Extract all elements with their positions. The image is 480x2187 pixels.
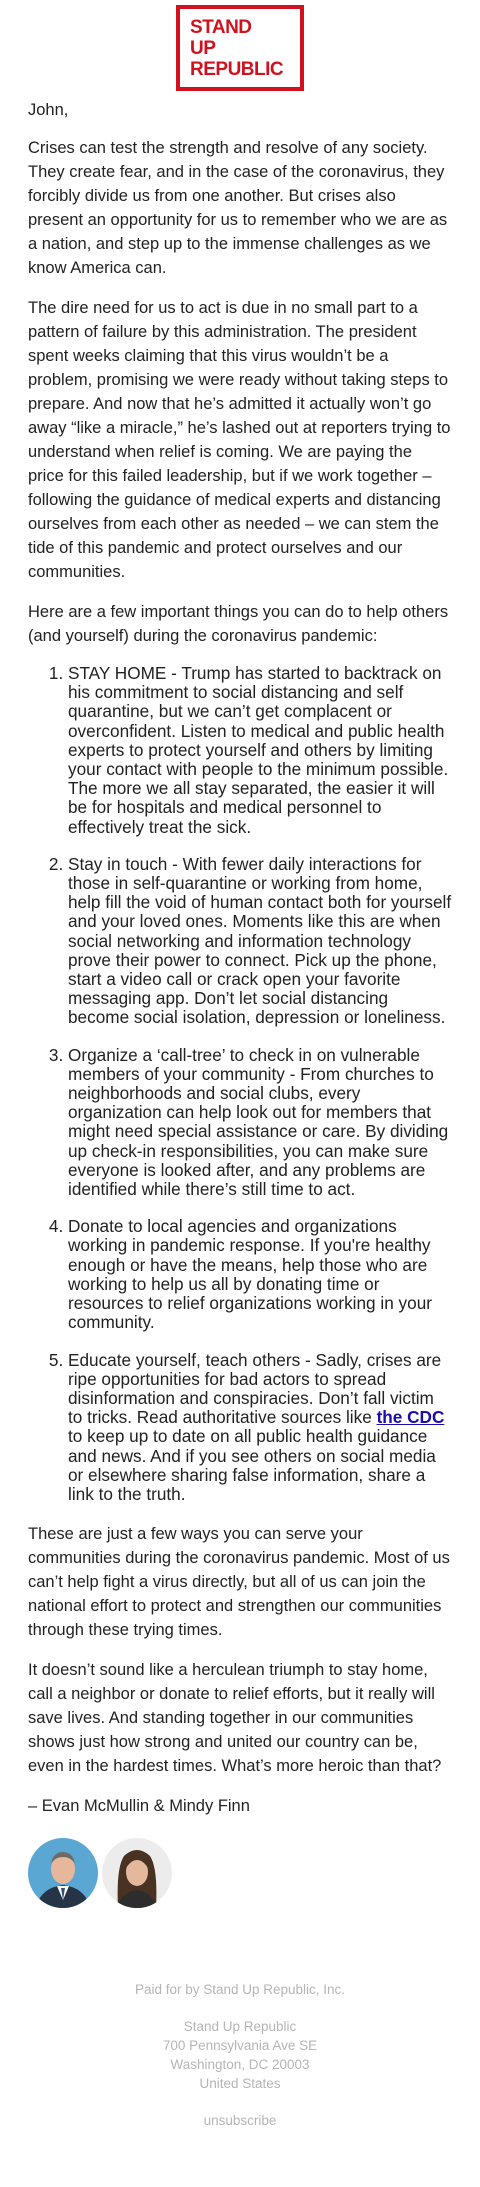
paragraph-heroic: It doesn’t sound like a herculean triumph to stay home, call a neighbor or donate to relief efforts, but it really will save lives. And standing together in our communities shows just how strong and united our country can be, even in the hardest times. What’s more heroic than that? (28, 1661, 442, 1776)
mailing-address (0, 2017, 480, 2093)
footer (0, 1980, 480, 2130)
paragraph-list-intro: Here are a few important things you can do to help others (and yourself) during the coronavirus pandemic: (28, 603, 449, 645)
author-photos (28, 1838, 452, 1908)
logo-line-3: REPUBLIC (190, 59, 284, 80)
logo-line-1: STAND (190, 17, 252, 38)
paid-for-notice: Paid for by Stand Up Republic, Inc. (134, 1982, 346, 1997)
action-list (28, 664, 452, 1504)
list-item: 1. STAY HOME - Trump has started to backtrack on his commitment to social distancing and self quarantine, but we can’t get complacent or overconfident. Listen to medical and public health experts to protect yourself and others by limiting your contact with people to the minimum possible. The more we all stay separated, the easier it will be for hospitals and medical personnel to effectively treat the sick. (68, 664, 452, 837)
paragraph-administration: The dire need for us to act is due in no small part to a pattern of failure by this administration. The president spent weeks claiming that this virus wouldn’t be a problem, promising we were ready without taking steps to prepare. And now that he’s admitted it actually won’t go away “like a miracle,” he’s lashed out at reporters trying to understand when relief is coming. We are paying the price for this failed leadership, but if we work together – following the guidance of medical experts and distancing ourselves from each other as needed – we can stem the tide of this pandemic and protect ourselves and our communities. (28, 299, 451, 581)
email-body (28, 98, 452, 1908)
stand-up-republic-logo[interactable] (176, 5, 304, 91)
address-org: Stand Up Republic (183, 2019, 297, 2034)
address-street: 700 Pennsylvania Ave SE (162, 2038, 318, 2053)
signature: – Evan McMullin & Mindy Finn (28, 1797, 250, 1816)
logo-line-2: UP (190, 38, 216, 59)
greeting: John, (28, 101, 69, 119)
cdc-link[interactable]: the CDC (376, 1407, 445, 1428)
paragraph-intro: Crises can test the strength and resolve of any society. They create fear, and in the case of the coronavirus, they forcibly divide us from one another. But crises also present an opportunity for us to remember who we are as a nation, and step up to the immense challenges as we know America can. (28, 139, 448, 277)
evan-mcmullin-photo (28, 1838, 98, 1908)
unsubscribe-link[interactable]: unsubscribe (203, 2113, 277, 2128)
list-item: 4. Donate to local agencies and organizations working in pandemic response. If you're healthy enough or have the means, help those who are working to help us all by donating time or resources to relief organizations working in your community. (68, 1217, 452, 1332)
list-item (68, 1351, 452, 1505)
list-item: 2. Stay in touch - With fewer daily interactions for those in self-quarantine or working from home, help fill the void of human contact both for yourself and your loved ones. Moments like this are when social networking and information technology prove their power to connect. Pick up the phone, start a video call or crack open your favorite messaging app. Don’t let social distancing become social isolation, depression or loneliness. (68, 855, 452, 1028)
mindy-finn-photo (102, 1838, 172, 1908)
header (0, 5, 480, 91)
address-country: United States (199, 2076, 281, 2091)
paragraph-ways: These are just a few ways you can serve your communities during the coronavirus pandemic. Most of us can’t help fight a virus directly, but all of us can join the national effort to protect and strengthen our communities through these trying times. (28, 1525, 450, 1640)
avatar (28, 1838, 98, 1908)
list-item: 3. Organize a ‘call-tree’ to check in on vulnerable members of your community - From churches to neighborhoods and social clubs, every organization can help look out for members that might need special assistance or care. By dividing up check-in responsibilities, you can make sure everyone is looked after, and any problems are identified while there’s still time to act. (68, 1046, 452, 1200)
address-city: Washington, DC 20003 (170, 2057, 310, 2072)
avatar (102, 1838, 172, 1908)
list-item-text: to keep up to date on all public health guidance and news. And if you see others on social media or elsewhere sharing false information, share a link to the truth. (68, 1426, 436, 1504)
list-item-text: Educate yourself, teach others - Sadly, crises are ripe opportunities for bad actors to spread disinformation and conspiracies. Don’t fall victim to tricks. Read authoritative sources like (68, 1349, 442, 1428)
